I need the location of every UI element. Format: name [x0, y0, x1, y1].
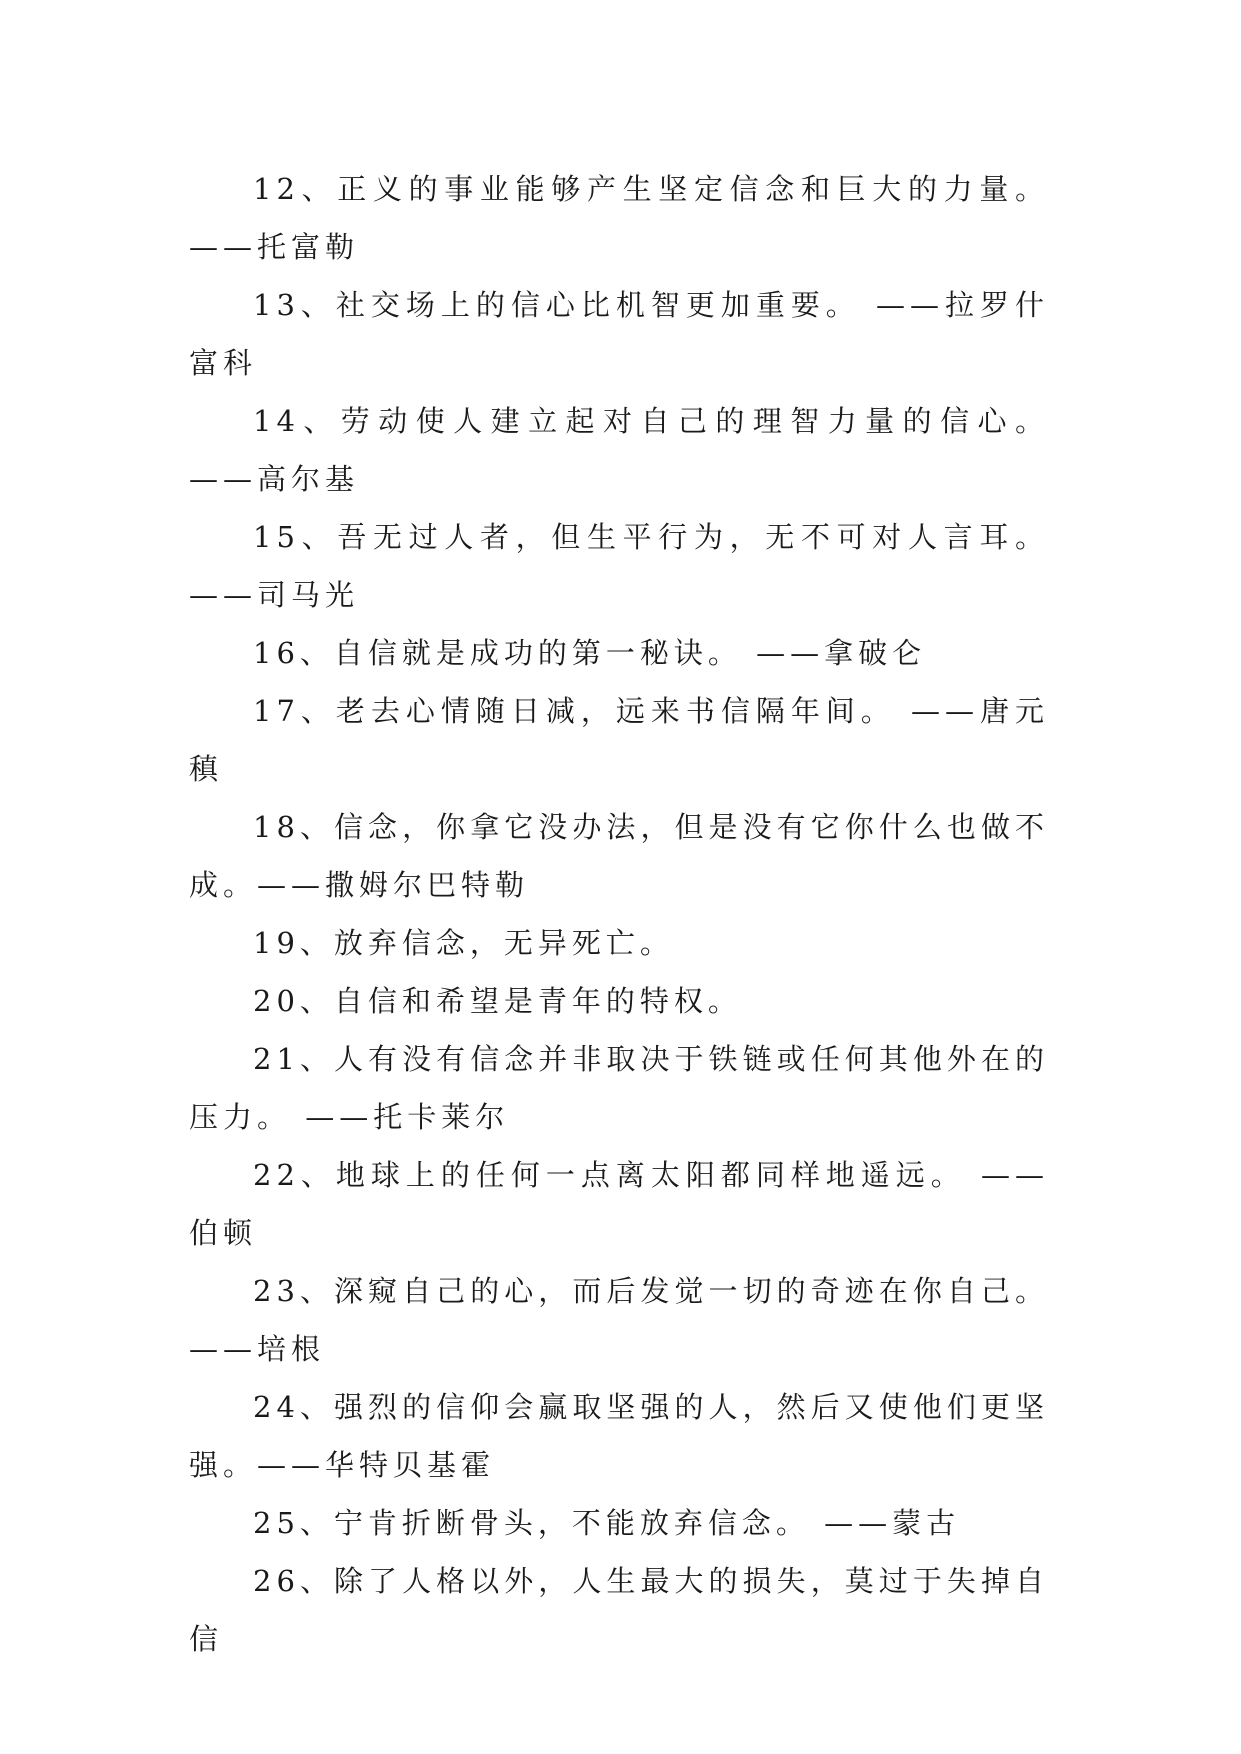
quote-paragraph-13: 13、社交场上的信心比机智更加重要。 ——拉罗什富科 — [189, 288, 1049, 380]
quote-paragraph-15: 15、吾无过人者，但生平行为，无不可对人言耳。 ——司马光 — [189, 520, 1049, 612]
quote-paragraph-19: 19、放弃信念，无异死亡。 — [253, 926, 674, 960]
quote-paragraph-23: 23、深窥自己的心，而后发觉一切的奇迹在你自己。——培根 — [189, 1274, 1049, 1366]
document-body — [189, 160, 1049, 1668]
quote-paragraph-21: 21、人有没有信念并非取决于铁链或任何其他外在的压力。 ——托卡莱尔 — [189, 1042, 1049, 1134]
quote-paragraph-24: 24、强烈的信仰会赢取坚强的人，然后又使他们更坚强。——华特贝基霍 — [189, 1390, 1049, 1482]
quote-paragraph-22: 22、地球上的任何一点离太阳都同样地遥远。 ——伯顿 — [189, 1158, 1049, 1250]
quote-paragraph-26: 26、除了人格以外，人生最大的损失，莫过于失掉自信 — [189, 1564, 1049, 1656]
quote-paragraph-14: 14、劳动使人建立起对自己的理智力量的信心。 ——高尔基 — [189, 404, 1049, 496]
quote-paragraph-25: 25、宁肯折断骨头，不能放弃信念。 ——蒙古 — [253, 1506, 961, 1540]
quote-paragraph-17: 17、老去心情随日减，远来书信隔年间。 ——唐元稹 — [189, 694, 1049, 786]
quote-paragraph-16: 16、自信就是成功的第一秘诀。 ——拿破仑 — [253, 636, 927, 670]
quote-paragraph-18: 18、信念，你拿它没办法，但是没有它你什么也做不成。——撒姆尔巴特勒 — [189, 810, 1049, 902]
quote-paragraph-20: 20、自信和希望是青年的特权。 — [253, 984, 742, 1018]
quote-paragraph-12: 12、正义的事业能够产生坚定信念和巨大的力量。——托富勒 — [189, 172, 1049, 264]
